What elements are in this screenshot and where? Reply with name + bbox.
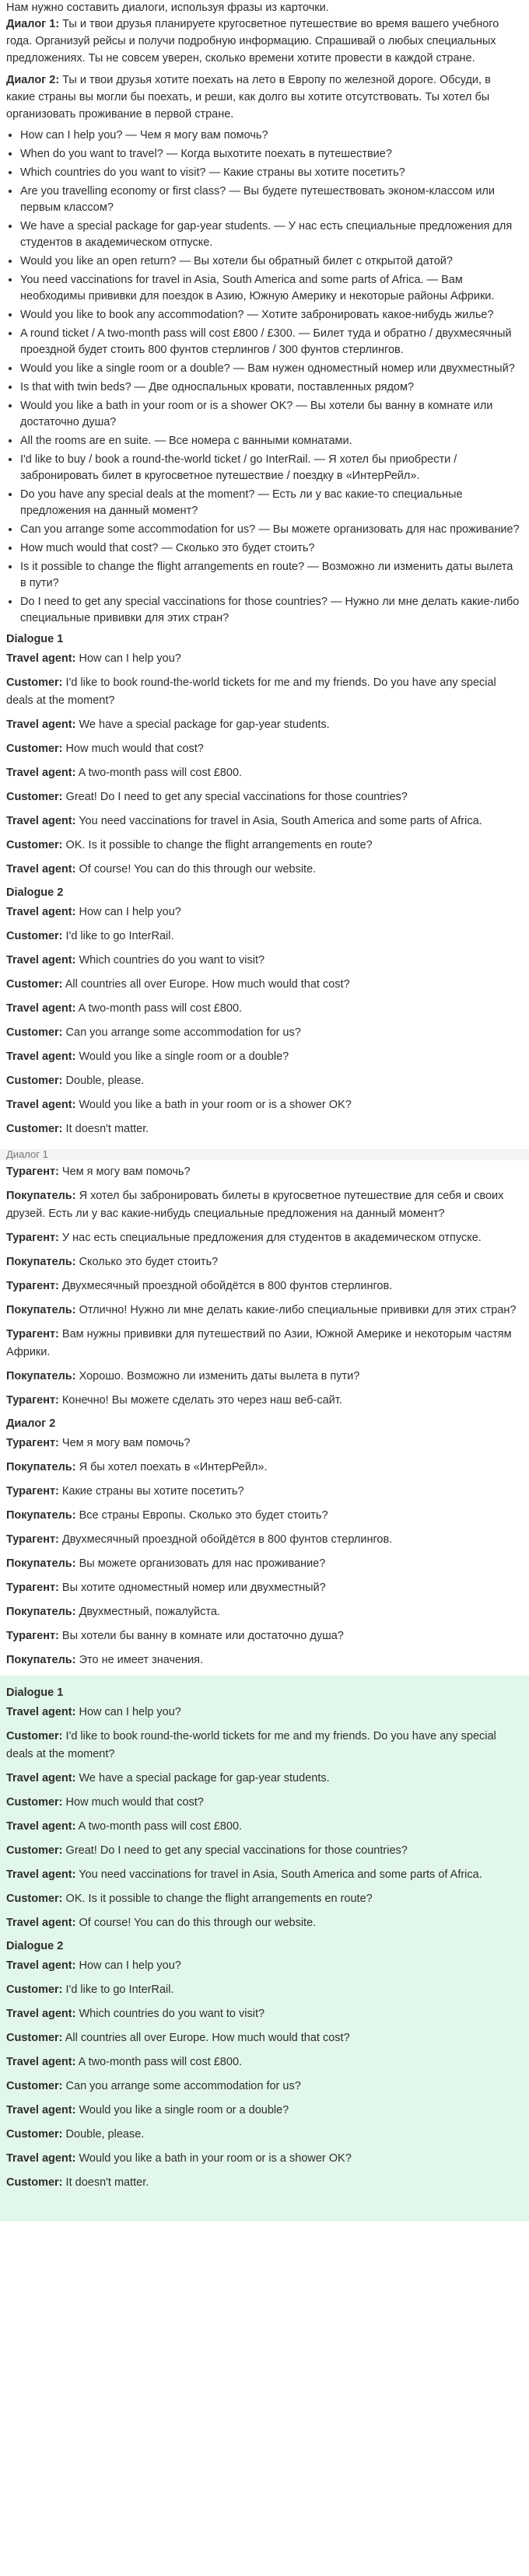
speaker-agent: Турагент:: [6, 1582, 59, 1594]
speaker-customer: Customer:: [6, 1796, 63, 1809]
line-text: All countries all over Europe. How much would that cost?: [62, 2032, 350, 2044]
line-text: You need vaccinations for travel in Asia, South America and some parts of Africa.: [75, 815, 482, 827]
dialogue-line: [6, 1278, 520, 1295]
dialogue-2: [6, 904, 520, 1138]
dialogue-line: [6, 928, 520, 945]
line-text: Отлично! Нужно ли мне делать какие-либо специальные прививки для этих стран?: [75, 1304, 517, 1316]
speaker-customer: Покупатель:: [6, 1256, 76, 1268]
phrase-item: • Can you arrange some accommodation for us? — Вы можете организовать для нас проживание?: [20, 522, 520, 538]
speaker-customer: Покупатель:: [6, 1509, 76, 1522]
dialogue-line: [6, 1555, 520, 1573]
dialogue-line: [6, 1435, 520, 1452]
dialogue-line: [6, 1368, 520, 1386]
line-text: Все страны Европы. Сколько это будет стоить?: [75, 1509, 328, 1522]
phrase-item: • A round ticket / A two-month pass will cost £800 / £300. — Билет туда и обратно / двухмесячный проездной будет стоить 800 фунтов стерлингов / 300 фунтов стерлингов.: [20, 326, 520, 358]
speaker-agent: Travel agent:: [6, 2008, 76, 2020]
dialogue-line: [6, 1794, 520, 1812]
dialogue-line: [6, 1326, 520, 1361]
speaker-customer: Покупатель:: [6, 1654, 76, 1666]
green-dialogue-2-heading: Dialogue 2: [6, 1940, 64, 1952]
dialogue-line: [6, 2150, 520, 2168]
phrase-item: • Would you like an open return? — Вы хотели бы обратный билет с открытой датой?: [20, 253, 520, 270]
english-section: [6, 0, 520, 1149]
page-content: [0, 0, 529, 1149]
dialogue-line: [6, 1120, 520, 1138]
speaker-agent: Турагент:: [6, 1485, 59, 1498]
speaker-customer: Customer:: [6, 1026, 63, 1039]
line-text: You need vaccinations for travel in Asia, South America and some parts of Africa.: [75, 1868, 482, 1881]
phrase-item: • How can I help you? — Чем я могу вам помочь?: [20, 128, 520, 144]
dialogue-line: [6, 1579, 520, 1597]
line-text: A two-month pass will cost £800.: [75, 2056, 243, 2068]
line-text: Чем я могу вам помочь?: [58, 1437, 191, 1449]
phrase-item: • All the rooms are en suite. — Все номера с ванными комнатами.: [20, 433, 520, 449]
dialogue-line: [6, 2078, 520, 2095]
dialogue-line: [6, 674, 520, 710]
speaker-agent: Турагент:: [6, 1437, 59, 1449]
speaker-customer: Customer:: [6, 1075, 63, 1087]
section-divider: Диалог 1: [0, 1149, 529, 1160]
speaker-agent: Travel agent:: [6, 767, 76, 779]
line-text: It doesn't matter.: [62, 2176, 149, 2189]
phrase-list: [6, 128, 520, 627]
dialogue-line: [6, 1024, 520, 1042]
line-text: OK. Is it possible to change the flight arrangements en route?: [62, 1893, 373, 1905]
line-text: Сколько это будет стоить?: [75, 1256, 219, 1268]
line-text: Я бы хотел поехать в «ИнтерРейл».: [75, 1461, 268, 1473]
line-text: I'd like to book round-the-world tickets for me and my friends. Do you have any special deals at the moment?: [6, 1730, 496, 1760]
dialogue-line: [6, 1000, 520, 1018]
line-text: Двухместный, пожалуйста.: [75, 1606, 220, 1618]
speaker-customer: Customer:: [6, 2032, 63, 2044]
speaker-customer: Customer:: [6, 2080, 63, 2092]
phrase-item: • We have a special package for gap-year students. — У нас есть специальные предложения для студентов в академическом отпуске.: [20, 218, 520, 251]
line-text: I'd like to book round-the-world tickets for me and my friends. Do you have any special deals at the moment?: [6, 676, 496, 707]
speaker-customer: Customer:: [6, 1844, 63, 1857]
dialogue-line: [6, 764, 520, 782]
speaker-agent: Travel agent:: [6, 2152, 76, 2165]
dialogue-line: [6, 1531, 520, 1549]
line-text: Хорошо. Возможно ли изменить даты вылета в пути?: [75, 1370, 360, 1382]
dialogue-line: [6, 788, 520, 806]
speaker-agent: Travel agent:: [6, 1772, 76, 1784]
speaker-agent: Travel agent:: [6, 815, 76, 827]
dialogue-line: [6, 1187, 520, 1223]
task-1-text: Ты и твои друзья планируете кругосветное путешествие во время вашего учебного года. Организуй рейсы и получи подробную информацию. Спрашивай о любых специальных предложениях. Ты не совсем уверен, сколько времени хотите провести в каждой стране.: [6, 18, 499, 65]
phrase-item: • Which countries do you want to visit? — Какие страны вы хотите посетить?: [20, 165, 520, 181]
phrase-item: • Is that with twin beds? — Две односпальных кровати, поставленных рядом?: [20, 379, 520, 396]
line-text: Конечно! Вы можете сделать это через наш веб-сайт.: [58, 1394, 342, 1407]
dialogue-line: [6, 813, 520, 830]
speaker-customer: Customer:: [6, 1984, 63, 1996]
speaker-agent: Travel agent:: [6, 954, 76, 966]
line-text: Which countries do you want to visit?: [75, 954, 265, 966]
speaker-customer: Покупатель:: [6, 1606, 76, 1618]
line-text: I'd like to go InterRail.: [62, 930, 174, 942]
dialogue-1: [6, 650, 520, 879]
phrase-item: • Would you like to book any accommodation? — Хотите забронировать какое-нибудь жилье?: [20, 307, 520, 323]
dialogue-line: [6, 1229, 520, 1247]
dialogue-line: [6, 1603, 520, 1621]
line-text: Вам нужны прививки для путешествий по Азии, Южной Америке и некоторым частям Африки.: [6, 1328, 512, 1358]
line-text: A two-month pass will cost £800.: [75, 1002, 243, 1015]
phrase-item: • I'd like to buy / book a round-the-world ticket / go InterRail. — Я хотел бы приобрести / забронировать билет в кругосветное путешествие / поездку в «ИнтерРейл».: [20, 452, 520, 484]
speaker-customer: Customer:: [6, 930, 63, 942]
line-text: Would you like a bath in your room or is a shower OK?: [75, 2152, 352, 2165]
dialogue-line: [6, 1770, 520, 1788]
task-1-label: Диалог 1:: [6, 18, 60, 30]
line-text: How can I help you?: [75, 1706, 181, 1718]
line-text: Great! Do I need to get any special vaccinations for those countries?: [62, 1844, 408, 1857]
speaker-agent: Турагент:: [6, 1630, 59, 1642]
dialogue-line: [6, 1818, 520, 1836]
line-text: Вы хотели бы ванну в комнате или достаточно душа?: [58, 1630, 344, 1642]
phrase-item: • Do I need to get any special vaccinations for those countries? — Нужно ли мне делать какие-либо специальные прививки для этих стран?: [20, 594, 520, 627]
speaker-customer: Customer:: [6, 1730, 63, 1742]
dialogue-2-heading: Dialogue 2: [6, 886, 64, 899]
line-text: It doesn't matter.: [62, 1123, 149, 1135]
line-text: A two-month pass will cost £800.: [75, 1820, 243, 1833]
speaker-agent: Турагент:: [6, 1394, 59, 1407]
speaker-customer: Customer:: [6, 791, 63, 803]
line-text: Double, please.: [62, 1075, 145, 1087]
speaker-customer: Customer:: [6, 1893, 63, 1905]
line-text: Of course! You can do this through our website.: [75, 1917, 317, 1929]
speaker-customer: Customer:: [6, 1123, 63, 1135]
phrase-item: • When do you want to travel? — Когда выхотите поехать в путешествие?: [20, 146, 520, 163]
dialogue-line: [6, 2126, 520, 2144]
line-text: How can I help you?: [75, 1959, 181, 1972]
dialogue-line: [6, 2029, 520, 2047]
dialogue-line: [6, 1096, 520, 1114]
speaker-agent: Travel agent:: [6, 1868, 76, 1881]
speaker-agent: Турагент:: [6, 1232, 59, 1244]
speaker-customer: Покупатель:: [6, 1370, 76, 1382]
speaker-agent: Travel agent:: [6, 1917, 76, 1929]
phrase-item: • Is it possible to change the flight arrangements en route? — Возможно ли изменить даты вылета в пути?: [20, 559, 520, 592]
speaker-agent: Турагент:: [6, 1280, 59, 1292]
green-dialogue-1-heading: Dialogue 1: [6, 1686, 64, 1699]
dialogue-line: [6, 1842, 520, 1860]
phrase-item: • How much would that cost? — Сколько это будет стоить?: [20, 540, 520, 557]
line-text: Would you like a single room or a double?: [75, 2104, 289, 2116]
dialogue-line: [6, 1627, 520, 1645]
line-text: How can I help you?: [75, 652, 181, 665]
speaker-agent: Travel agent:: [6, 1706, 76, 1718]
speaker-customer: Customer:: [6, 978, 63, 991]
line-text: Вы хотите одноместный номер или двухместный?: [58, 1582, 326, 1594]
speaker-customer: Покупатель:: [6, 1190, 76, 1202]
phrase-item: • Would you like a bath in your room or is a shower OK? — Вы хотели бы ванну в комнате или достаточно душа?: [20, 398, 520, 431]
speaker-customer: Покупатель:: [6, 1557, 76, 1570]
ru-dialogue-2-heading: Диалог 2: [6, 1417, 56, 1430]
line-text: Какие страны вы хотите посетить?: [58, 1485, 244, 1498]
speaker-customer: Покупатель:: [6, 1304, 76, 1316]
green-dialogue-1: [6, 1704, 520, 1932]
dialogue-line: [6, 650, 520, 668]
line-text: Чем я могу вам помочь?: [58, 1166, 191, 1178]
speaker-agent: Travel agent:: [6, 1050, 76, 1063]
speaker-customer: Покупатель:: [6, 1461, 76, 1473]
line-text: У нас есть специальные предложения для студентов в академическом отпуске.: [58, 1232, 482, 1244]
speaker-agent: Travel agent:: [6, 1820, 76, 1833]
dialogue-line: [6, 1981, 520, 1999]
dialogue-line: [6, 1459, 520, 1477]
speaker-customer: Customer:: [6, 839, 63, 851]
dialogue-line: [6, 1483, 520, 1501]
line-text: Я хотел бы забронировать билеты в кругосветное путешествие для себя и своих друзей. Есть ли у вас какие-нибудь специальные предложения на данный момент?: [6, 1190, 504, 1220]
line-text: Double, please.: [62, 2128, 145, 2141]
speaker-customer: Customer:: [6, 743, 63, 755]
dialogue-line: [6, 837, 520, 855]
line-text: How much would that cost?: [62, 1796, 204, 1809]
task-2: [6, 72, 520, 123]
line-text: Вы можете организовать для нас проживание?: [75, 1557, 326, 1570]
dialogue-line: [6, 1048, 520, 1066]
speaker-agent: Турагент:: [6, 1166, 59, 1178]
dialogue-line: [6, 1302, 520, 1319]
speaker-agent: Travel agent:: [6, 652, 76, 665]
speaker-customer: Customer:: [6, 676, 63, 689]
line-text: Would you like a bath in your room or is a shower OK?: [75, 1099, 352, 1111]
line-text: Which countries do you want to visit?: [75, 2008, 265, 2020]
speaker-agent: Travel agent:: [6, 906, 76, 918]
speaker-agent: Турагент:: [6, 1328, 59, 1340]
speaker-customer: Customer:: [6, 2128, 63, 2141]
task-1: [6, 16, 520, 67]
dialogue-line: [6, 1163, 520, 1181]
speaker-customer: Customer:: [6, 2176, 63, 2189]
line-text: Can you arrange some accommodation for us?: [62, 2080, 301, 2092]
dialogue-line: [6, 1072, 520, 1090]
line-text: Would you like a single room or a double?: [75, 1050, 289, 1063]
dialogue-line: [6, 2102, 520, 2120]
dialogue-line: [6, 1728, 520, 1763]
line-text: OK. Is it possible to change the flight arrangements en route?: [62, 839, 373, 851]
line-text: We have a special package for gap-year students.: [75, 718, 330, 731]
line-text: I'd like to go InterRail.: [62, 1984, 174, 1996]
line-text: Это не имеет значения.: [75, 1654, 204, 1666]
dialogue-line: [6, 1890, 520, 1908]
dialogue-line: [6, 1507, 520, 1525]
dialogue-line: [6, 2053, 520, 2071]
task-2-text: Ты и твои друзья хотите поехать на лето в Европу по железной дороге. Обсуди, в какие страны вы могли бы поехать, и реши, как долго вы хотите отсутствовать. Ты хотел бы организовать проживание в первой стране.: [6, 74, 491, 121]
speaker-agent: Travel agent:: [6, 1959, 76, 1972]
task-2-label: Диалог 2:: [6, 74, 60, 86]
dialogue-line: [6, 861, 520, 879]
line-text: Can you arrange some accommodation for us?: [62, 1026, 301, 1039]
dialogue-line: [6, 976, 520, 994]
dialogue-line: [6, 904, 520, 921]
line-text: Двухмесячный проездной обойдётся в 800 фунтов стерлингов.: [58, 1280, 393, 1292]
highlighted-answer: [0, 1676, 529, 2221]
line-text: How can I help you?: [75, 906, 181, 918]
dialogue-line: [6, 2174, 520, 2192]
speaker-agent: Travel agent:: [6, 2104, 76, 2116]
green-dialogue-2: [6, 1957, 520, 2192]
line-text: How much would that cost?: [62, 743, 204, 755]
russian-section: [0, 1160, 529, 1669]
speaker-agent: Travel agent:: [6, 1099, 76, 1111]
phrase-item: • Do you have any special deals at the moment? — Есть ли у вас какие-то специальные предложения на данный момент?: [20, 487, 520, 519]
line-text: We have a special package for gap-year students.: [75, 1772, 330, 1784]
dialogue-line: [6, 1392, 520, 1410]
speaker-agent: Турагент:: [6, 1533, 59, 1546]
ru-dialogue-2: [6, 1435, 520, 1669]
dialogue-line: [6, 1866, 520, 1884]
dialogue-line: [6, 1253, 520, 1271]
phrase-item: • Are you travelling economy or first class? — Вы будете путешествовать эконом-классом или первым классом?: [20, 184, 520, 216]
ru-dialogue-1: [6, 1163, 520, 1410]
dialogue-line: [6, 1914, 520, 1932]
speaker-agent: Travel agent:: [6, 1002, 76, 1015]
dialogue-line: [6, 1957, 520, 1975]
dialogue-line: [6, 740, 520, 758]
line-text: Двухмесячный проездной обойдётся в 800 фунтов стерлингов.: [58, 1533, 393, 1546]
phrase-item: • Would you like a single room or a double? — Вам нужен одноместный номер или двухместный?: [20, 361, 520, 377]
dialogue-line: [6, 716, 520, 734]
dialogue-line: [6, 1652, 520, 1669]
dialogue-1-heading: Dialogue 1: [6, 633, 64, 645]
intro-text: Нам нужно составить диалоги, используя фразы из карточки.: [6, 2, 329, 14]
line-text: Great! Do I need to get any special vaccinations for those countries?: [62, 791, 408, 803]
dialogue-line: [6, 2005, 520, 2023]
line-text: Of course! You can do this through our website.: [75, 863, 317, 876]
speaker-agent: Travel agent:: [6, 863, 76, 876]
speaker-agent: Travel agent:: [6, 718, 76, 731]
phrase-item: • You need vaccinations for travel in Asia, South America and some parts of Africa. — Вам необходимы прививки для поездок в Азию, Южную Америку и некоторые районы Африки.: [20, 272, 520, 305]
line-text: All countries all over Europe. How much would that cost?: [62, 978, 350, 991]
dialogue-line: [6, 952, 520, 970]
speaker-agent: Travel agent:: [6, 2056, 76, 2068]
line-text: A two-month pass will cost £800.: [75, 767, 243, 779]
dialogue-line: [6, 1704, 520, 1721]
